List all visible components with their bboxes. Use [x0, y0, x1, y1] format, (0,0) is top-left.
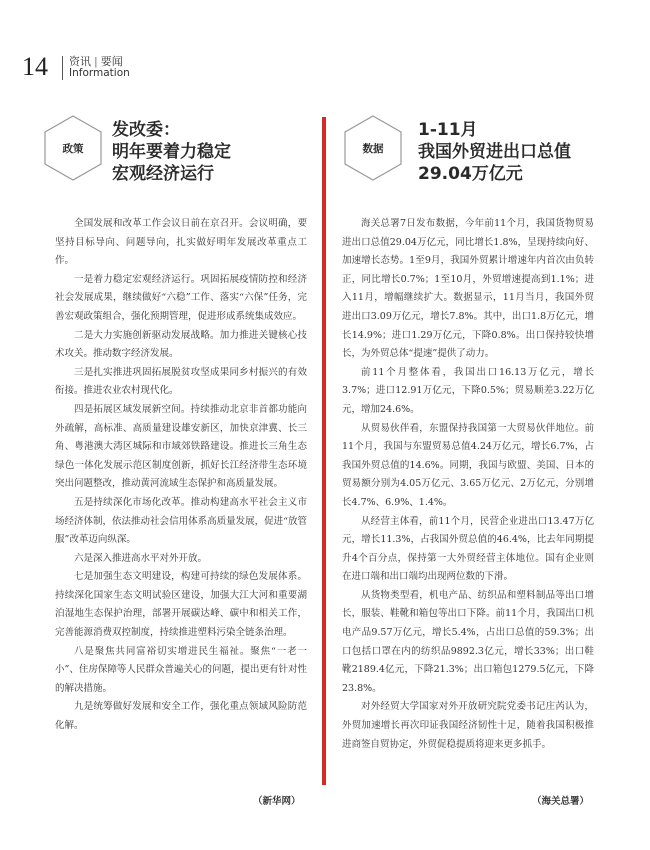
tag-hexagon-policy: [44, 115, 102, 181]
category-label: 资讯: [69, 55, 91, 68]
headline-line: 宏观经济运行: [112, 164, 214, 184]
paragraph: 二是大力实施创新驱动发展战略。加力推进关键核心技术攻关。推动数字经济发展。: [55, 329, 307, 360]
tag-label: 政策: [62, 142, 84, 155]
paragraph: 四是拓展区域发展新空间。持续推动北京非首都功能向外疏解，高标准、高质量建设雄安新区，加快京津冀、长三角、粤港澳大湾区城际和市域郊铁路建设。推进长三角生态绿色一体化发展示范区制度创新，抓好长江经济带生态环境突出问题整改，推动黄河流域生态保护和高质量发展。: [55, 403, 307, 490]
paragraph: 七是加强生态文明建设，构建可持续的绿色发展体系。持续深化国家生态文明试验区建设，加强大江大河和重要湖泊湿地生态保护治理，部署开展碳达峰、碳中和相关工作，完善能源消费双控制度，持续推进塑料污染全链条治理。: [55, 571, 307, 639]
paragraph: 从贸易伙伴看，东盟保持我国第一大贸易伙伴地位。前11个月，我国与东盟贸易总值4.24万亿元，增长6.7%，占我国外贸总值的14.6%。同期，我国与欧盟、美国、日本的贸易额分别为4.05万亿元、3.65万亿元、2万亿元，分别增长4.7%、6.9%、1.4%。: [342, 422, 594, 508]
paragraph: 全国发展和改革工作会议日前在京召开。会议明确，要坚持目标导向、问题导向，扎实做好明年发展改革重点工作。: [55, 218, 307, 267]
paragraph: 前11个月整体看，我国出口16.13万亿元，增长3.7%；进口12.91万亿元，下降0.5%；贸易顺差3.22万亿元，增加24.6%。: [342, 366, 594, 415]
tag-label: 数据: [362, 142, 384, 155]
headline-line: 明年要着力稳定: [112, 142, 231, 162]
subcategory-label: 要闻: [100, 55, 123, 68]
left-article-body: [55, 215, 307, 736]
right-headline: [418, 119, 571, 185]
paragraph: 对外经贸大学国家对外开放研究院党委书记庄芮认为，外贸加速增长再次印证我国经济韧性十足，随着我国积极推进商签自贸协定，外贸促稳提质将迎来更多抓手。: [342, 701, 594, 750]
paragraph: 从经营主体看，前11个月，民营企业进出口13.47万亿元，增长11.3%，占我国外贸总值的46.4%，比去年同期提升4个百分点，保持第一大外贸经营主体地位。国有企业则在进口端和出口端均出现两位数的下滑。: [342, 515, 594, 583]
left-source: （新华网）: [253, 796, 301, 807]
headline-line: 29.04万亿元: [418, 164, 523, 184]
paragraph: 六是深入推进高水平对外开放。: [74, 552, 208, 564]
paragraph: 一是着力稳定宏观经济运行。巩固拓展疫情防控和经济社会发展成果，继续做好“六稳”工作、落实“六保”任务，完善宏观政策组合，强化预期管理，促进形成系统集成效应。: [55, 273, 307, 322]
paragraph: 九是统筹做好发展和安全工作，强化重点领域风险防范化解。: [55, 701, 307, 732]
page-number: 14: [22, 52, 48, 81]
paragraph: 从货物类型看，机电产品、纺织品和塑料制品等出口增长，服装、鞋靴和箱包等出口下降。前11个月，我国出口机电产品9.57万亿元，增长5.4%，占出口总值的59.3%；出口包括口罩在内的纺织品9892.3亿元，增长33%；出口鞋靴2189.4亿元，下降21.3%；出口箱包1279.5亿元，下降23.8%。: [342, 589, 594, 694]
headline-line: 1-11月: [418, 120, 478, 140]
paragraph: 五是持续深化市场化改革。推动构建高水平社会主义市场经济体制，依法推动社会信用体系高质量发展，促进“放管服”改革迈向纵深。: [55, 496, 307, 546]
category-separator: |: [94, 55, 98, 68]
right-source: （海关总署）: [532, 796, 590, 807]
section-category-en: Information: [69, 67, 130, 79]
paragraph: 海关总署7日发布数据，今年前11个月，我国货物贸易进出口总值29.04万亿元，同比增长1.8%，呈现持续向好、加速增长态势。1至9月，我国外贸累计增速年内首次由负转正，同比增长0.7%；1至10月，外贸增速提高到1.1%；进入11月，增幅继续扩大。数据显示，11月当月，我国外贸进出口3.09万亿元，增长7.8%。其中，出口1.8万亿元，增长14.9%；进口1.29万亿元，下降0.8%。出口保持较快增长，为外贸总体“提速”提供了动力。: [342, 218, 594, 360]
headline-line: 发改委：: [112, 120, 180, 140]
right-article-body: [342, 215, 594, 754]
tag-hexagon-data: [344, 115, 402, 181]
headline-line: 我国外贸进出口总值: [418, 142, 571, 162]
paragraph: 三是扎实推进巩固拓展脱贫攻坚成果同乡村振兴的有效衔接。推进农业农村现代化。: [55, 366, 307, 397]
left-headline: [112, 119, 231, 185]
column-divider: [322, 117, 326, 785]
paragraph: 八是聚焦共同富裕切实增进民生福祉。聚焦“一老一小”、住房保障等人民群众普遍关心的问题，提出更有针对性的解决措施。: [55, 645, 307, 694]
header-divider: [62, 56, 63, 80]
